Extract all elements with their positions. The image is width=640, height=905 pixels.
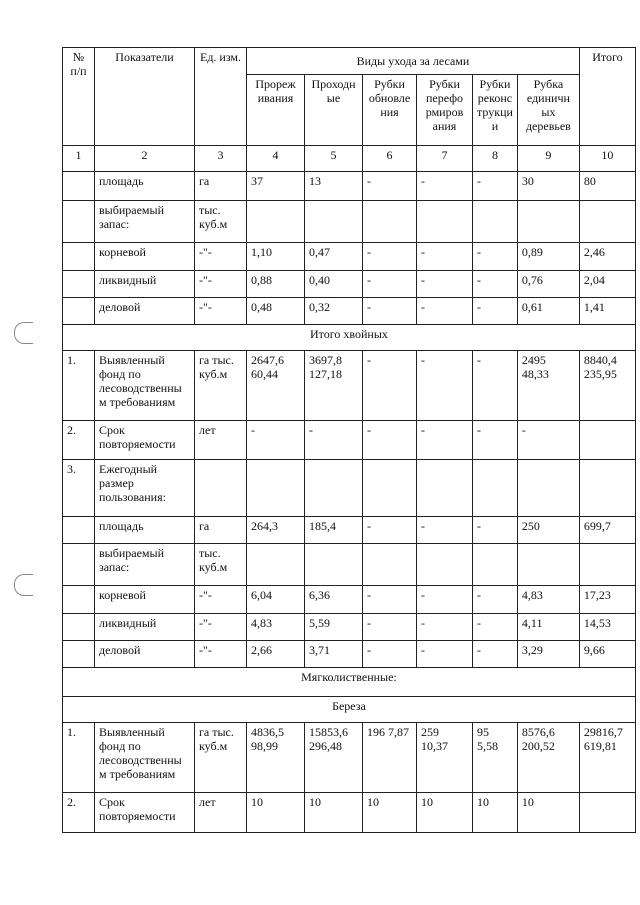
row-value: - <box>517 421 579 460</box>
row-label: Срок повторяемости <box>95 793 195 833</box>
row-value: 0,40 <box>305 271 363 298</box>
punch-hole-mark <box>14 574 33 596</box>
row-total: 8840,4 235,95 <box>579 351 635 421</box>
header-total: Итого <box>579 48 635 146</box>
section-birch <box>63 697 636 723</box>
row-value: - <box>417 172 473 201</box>
section-conifers <box>63 325 636 351</box>
row-unit: -"- <box>195 271 247 298</box>
row-number <box>63 544 95 586</box>
row-value: 10 <box>417 793 473 833</box>
header-reformation: Рубки перефо рмиров ания <box>417 75 473 146</box>
section-softwood <box>63 668 636 697</box>
row-value: - <box>473 271 518 298</box>
row-number: 1. <box>63 723 95 793</box>
row-total: 14,53 <box>579 614 635 641</box>
row-value <box>363 460 417 517</box>
row-value: - <box>363 641 417 668</box>
header-passage: Проходн ые <box>305 75 363 146</box>
row-total: 17,23 <box>579 586 635 614</box>
row-value <box>517 460 579 517</box>
row-value: 4,83 <box>517 586 579 614</box>
table-row <box>63 723 636 793</box>
row-value <box>305 544 363 586</box>
row-value: 95 5,58 <box>473 723 518 793</box>
row-total <box>579 460 635 517</box>
row-value: 259 10,37 <box>417 723 473 793</box>
row-label: деловой <box>95 641 195 668</box>
column-number: 5 <box>305 146 363 172</box>
section-birch-title: Береза <box>63 697 636 723</box>
row-label: Выявленный фонд по лесоводственны м требованиям <box>95 351 195 421</box>
row-label: площадь <box>95 517 195 544</box>
header-reconstruction: Рубки реконс трукци и <box>473 75 518 146</box>
row-unit: тыс. куб.м <box>195 544 247 586</box>
row-unit: лет <box>195 421 247 460</box>
row-value: 15853,6 296,48 <box>305 723 363 793</box>
row-unit: тыс. куб.м <box>195 201 247 243</box>
row-value: 0,47 <box>305 243 363 271</box>
row-total <box>579 544 635 586</box>
row-value: - <box>417 421 473 460</box>
row-value <box>417 460 473 517</box>
row-value <box>517 201 579 243</box>
row-value: - <box>473 641 518 668</box>
row-label: Срок повторяемости <box>95 421 195 460</box>
row-value: 13 <box>305 172 363 201</box>
row-value: - <box>417 351 473 421</box>
row-number <box>63 201 95 243</box>
forest-care-table <box>62 47 636 833</box>
table-row <box>63 243 636 271</box>
row-value: 1,10 <box>247 243 305 271</box>
header-num: № п/п <box>63 48 95 146</box>
table-row <box>63 544 636 586</box>
row-value: 0,88 <box>247 271 305 298</box>
header-single-trees: Рубка единичн ых деревьев <box>517 75 579 146</box>
row-number <box>63 298 95 325</box>
column-number: 3 <box>195 146 247 172</box>
row-unit: -"- <box>195 298 247 325</box>
row-unit: -"- <box>195 243 247 271</box>
table-row <box>63 586 636 614</box>
row-value: 10 <box>363 793 417 833</box>
row-total <box>579 421 635 460</box>
row-value: - <box>417 271 473 298</box>
row-value: 6,04 <box>247 586 305 614</box>
row-label: Ежегодный размер пользования: <box>95 460 195 517</box>
row-value: 0,48 <box>247 298 305 325</box>
column-number: 6 <box>363 146 417 172</box>
row-value: - <box>363 421 417 460</box>
row-number <box>63 614 95 641</box>
row-value <box>247 544 305 586</box>
row-unit: га <box>195 517 247 544</box>
table-row <box>63 517 636 544</box>
row-number: 3. <box>63 460 95 517</box>
row-value: - <box>363 243 417 271</box>
row-value: 264,3 <box>247 517 305 544</box>
row-value: 2495 48,33 <box>517 351 579 421</box>
row-value: 4836,5 98,99 <box>247 723 305 793</box>
row-value: - <box>473 243 518 271</box>
row-value: - <box>363 172 417 201</box>
header-renewal: Рубки обновле ния <box>363 75 417 146</box>
row-value: - <box>363 586 417 614</box>
row-value: - <box>417 614 473 641</box>
row-unit: га тыс. куб.м <box>195 351 247 421</box>
row-value <box>363 544 417 586</box>
row-value: 0,76 <box>517 271 579 298</box>
table-row <box>63 271 636 298</box>
row-number: 2. <box>63 421 95 460</box>
row-total: 29816,7 619,81 <box>579 723 635 793</box>
table-row <box>63 421 636 460</box>
header-care-types: Виды ухода за лесами <box>247 48 580 75</box>
row-value: - <box>417 641 473 668</box>
column-number: 9 <box>517 146 579 172</box>
row-value: 10 <box>517 793 579 833</box>
row-unit: га <box>195 172 247 201</box>
row-value: 0,89 <box>517 243 579 271</box>
column-number: 1 <box>63 146 95 172</box>
row-label: площадь <box>95 172 195 201</box>
row-total <box>579 793 635 833</box>
table-row <box>63 172 636 201</box>
row-total: 699,7 <box>579 517 635 544</box>
section-conifers-title: Итого хвойных <box>63 325 636 351</box>
row-unit <box>195 460 247 517</box>
row-value: - <box>473 351 518 421</box>
table-row <box>63 460 636 517</box>
row-unit: га тыс. куб.м <box>195 723 247 793</box>
row-total: 2,46 <box>579 243 635 271</box>
row-value: 0,61 <box>517 298 579 325</box>
row-value: - <box>473 421 518 460</box>
row-value: 37 <box>247 172 305 201</box>
row-value: - <box>473 517 518 544</box>
row-value: - <box>417 586 473 614</box>
table-body <box>63 48 636 833</box>
row-value <box>473 460 518 517</box>
row-value: 196 7,87 <box>363 723 417 793</box>
column-number: 10 <box>579 146 635 172</box>
row-value <box>247 201 305 243</box>
row-value: 4,83 <box>247 614 305 641</box>
row-value: - <box>417 517 473 544</box>
row-value: 4,11 <box>517 614 579 641</box>
column-number: 8 <box>473 146 518 172</box>
row-total: 9,66 <box>579 641 635 668</box>
row-value: 3697,8 127,18 <box>305 351 363 421</box>
row-number: 2. <box>63 793 95 833</box>
row-value: 10 <box>247 793 305 833</box>
row-value: 6,36 <box>305 586 363 614</box>
header-indicators: Показатели <box>95 48 195 146</box>
row-value: - <box>247 421 305 460</box>
row-number <box>63 172 95 201</box>
row-value: - <box>473 172 518 201</box>
row-value: - <box>363 351 417 421</box>
row-number <box>63 641 95 668</box>
header-unit: Ед. изм. <box>195 48 247 146</box>
punch-hole-mark <box>14 322 33 344</box>
row-value: 250 <box>517 517 579 544</box>
row-value: 3,71 <box>305 641 363 668</box>
row-label: корневой <box>95 586 195 614</box>
row-label: выбираемый запас: <box>95 201 195 243</box>
row-value: - <box>473 586 518 614</box>
row-value <box>305 460 363 517</box>
row-label: корневой <box>95 243 195 271</box>
row-label: выбираемый запас: <box>95 544 195 586</box>
row-unit: -"- <box>195 614 247 641</box>
column-number: 4 <box>247 146 305 172</box>
column-number: 2 <box>95 146 195 172</box>
row-value: 2,66 <box>247 641 305 668</box>
row-total: 1,41 <box>579 298 635 325</box>
row-number <box>63 271 95 298</box>
row-number <box>63 243 95 271</box>
table-row <box>63 614 636 641</box>
row-label: ликвидный <box>95 271 195 298</box>
table-row <box>63 298 636 325</box>
row-value: 0,32 <box>305 298 363 325</box>
row-unit: -"- <box>195 641 247 668</box>
row-value: - <box>363 271 417 298</box>
row-value: 5,59 <box>305 614 363 641</box>
row-total <box>579 201 635 243</box>
section-softwood-title: Мягколиственные: <box>63 668 636 697</box>
row-value <box>473 201 518 243</box>
row-value <box>363 201 417 243</box>
row-value: 3,29 <box>517 641 579 668</box>
row-value: 185,4 <box>305 517 363 544</box>
row-value: - <box>305 421 363 460</box>
row-value: 10 <box>305 793 363 833</box>
row-value: - <box>363 517 417 544</box>
row-label: ликвидный <box>95 614 195 641</box>
table-row <box>63 351 636 421</box>
row-value: - <box>363 614 417 641</box>
row-number <box>63 517 95 544</box>
row-label: деловой <box>95 298 195 325</box>
table-row <box>63 641 636 668</box>
table-row <box>63 201 636 243</box>
header-row-top <box>63 48 636 75</box>
row-value: - <box>363 298 417 325</box>
row-value: 10 <box>473 793 518 833</box>
column-number: 7 <box>417 146 473 172</box>
row-value <box>517 544 579 586</box>
row-value <box>247 460 305 517</box>
row-value: - <box>473 614 518 641</box>
row-value <box>473 544 518 586</box>
row-value: 8576,6 200,52 <box>517 723 579 793</box>
row-value: - <box>417 243 473 271</box>
row-value: - <box>417 298 473 325</box>
column-number-row <box>63 146 636 172</box>
row-value: - <box>473 298 518 325</box>
row-number: 1. <box>63 351 95 421</box>
row-total: 80 <box>579 172 635 201</box>
table-row <box>63 793 636 833</box>
row-unit: -"- <box>195 586 247 614</box>
row-value <box>417 544 473 586</box>
row-label: Выявленный фонд по лесоводственны м требованиям <box>95 723 195 793</box>
row-value <box>417 201 473 243</box>
header-thinning: Прореж ивания <box>247 75 305 146</box>
row-total: 2,04 <box>579 271 635 298</box>
row-number <box>63 586 95 614</box>
row-value: 2647,6 60,44 <box>247 351 305 421</box>
row-value <box>305 201 363 243</box>
row-unit: лет <box>195 793 247 833</box>
row-value: 30 <box>517 172 579 201</box>
